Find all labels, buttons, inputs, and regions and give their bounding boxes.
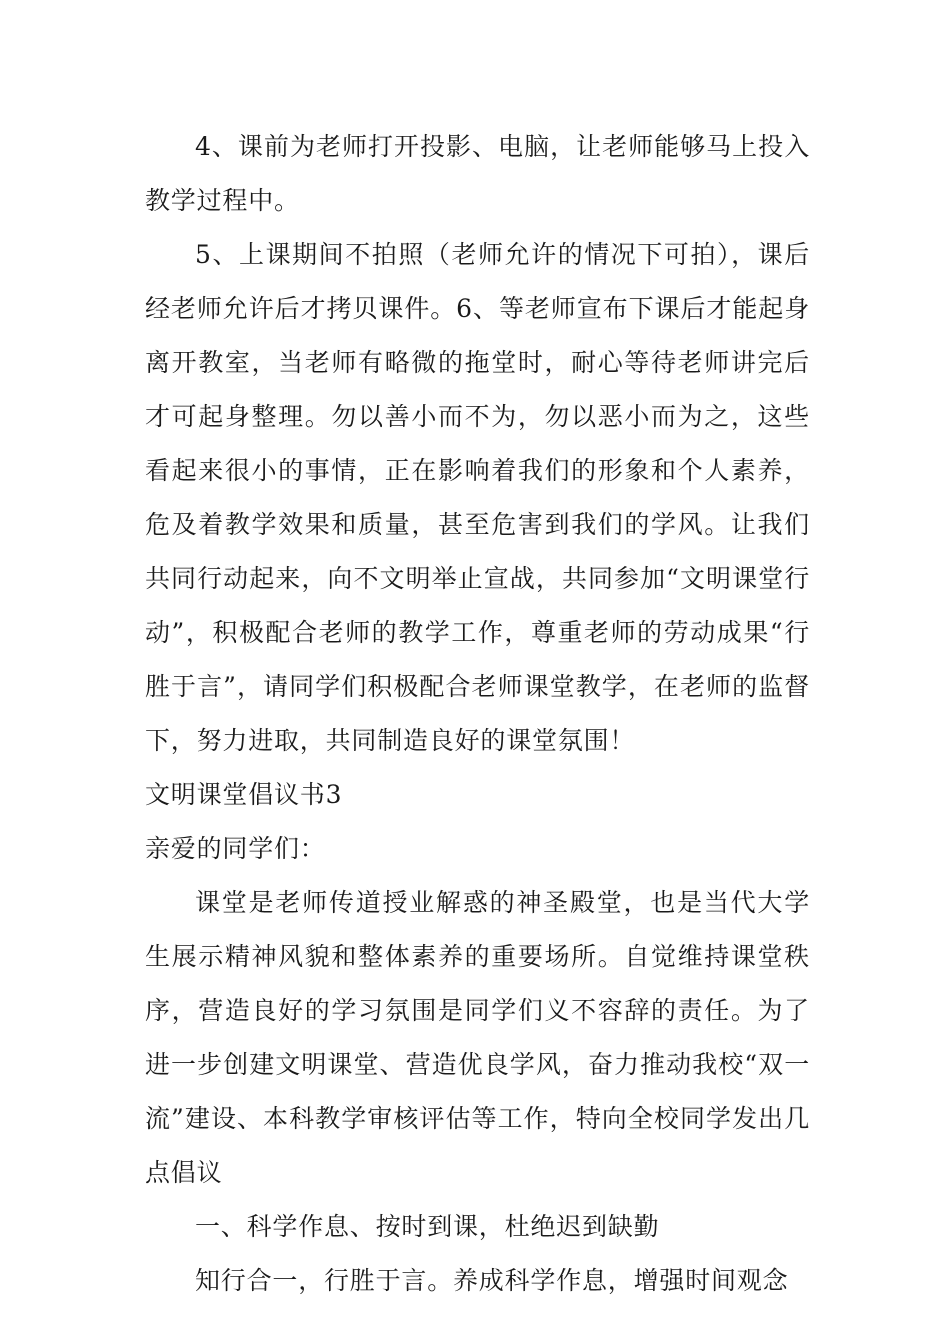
document-page (145, 120, 810, 1308)
paragraph-item-5-6: 5、上课期间不拍照（老师允许的情况下可拍），课后经老师允许后才拷贝课件。6、等老师宣布下课后才能起身离开教室，当老师有略微的拖堂时，耐心等待老师讲完后才可起身整理。勿以善小而不为，勿以恶小而为之，这些看起来很小的事情，正在影响着我们的形象和个人素养，危及着教学效果和质量，甚至危害到我们的学风。让我们共同行动起来，向不文明举止宣战，共同参加“文明课堂行动”，积极配合老师的教学工作，尊重老师的劳动成果“行胜于言”，请同学们积极配合老师课堂教学，在老师的监督下，努力进取，共同制造良好的课堂氛围！ (145, 240, 810, 755)
subheading-one: 一、科学作息、按时到课，杜绝迟到缺勤 (195, 1212, 660, 1241)
section-title: 文明课堂倡议书3 (145, 780, 343, 809)
intro-paragraph: 课堂是老师传道授业解惑的神圣殿堂，也是当代大学生展示精神风貌和整体素养的重要场所。自觉维持课堂秩序，营造良好的学习氛围是同学们义不容辞的责任。为了进一步创建文明课堂、营造优良学风，奋力推动我校“双一流”建设、本科教学审核评估等工作，特向全校同学发出几点倡议 (145, 888, 810, 1187)
body-paragraph: 知行合一，行胜于言。养成科学作息，增强时间观念 (195, 1266, 789, 1295)
salutation: 亲爱的同学们： (145, 834, 326, 863)
paragraph-item-4: 4、课前为老师打开投影、电脑，让老师能够马上投入教学过程中。 (145, 132, 810, 215)
